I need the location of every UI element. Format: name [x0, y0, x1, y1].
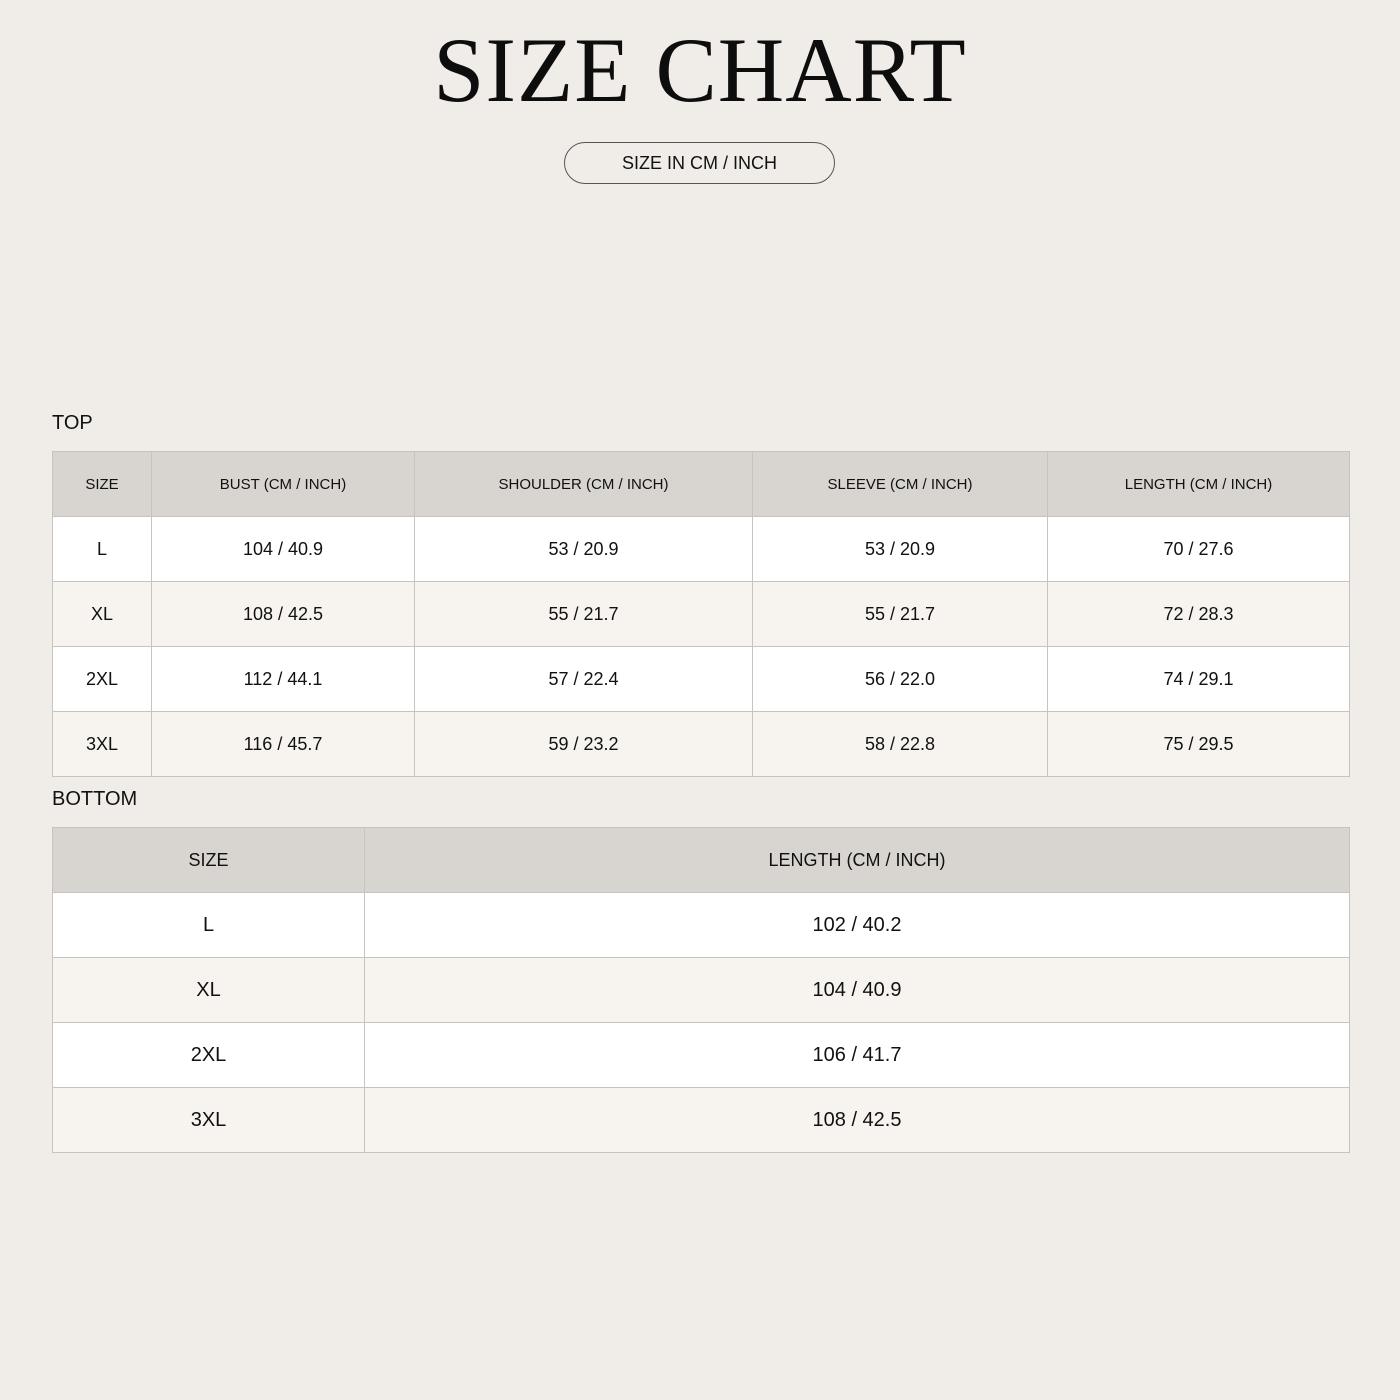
header-cell: SIZE — [53, 452, 152, 517]
table-cell: 104 / 40.9 — [365, 958, 1350, 1023]
table-row — [53, 517, 1350, 582]
header-cell: LENGTH (CM / INCH) — [365, 828, 1350, 893]
table-row — [53, 958, 1350, 1023]
table-cell: 116 / 45.7 — [152, 712, 415, 777]
table-cell: 112 / 44.1 — [152, 647, 415, 712]
table-cell: 106 / 41.7 — [365, 1023, 1350, 1088]
table-cell: 57 / 22.4 — [415, 647, 753, 712]
table-cell: XL — [53, 582, 152, 647]
table-cell: 70 / 27.6 — [1048, 517, 1350, 582]
table-cell: 108 / 42.5 — [365, 1088, 1350, 1153]
table-cell: 53 / 20.9 — [753, 517, 1048, 582]
header-cell: LENGTH (CM / INCH) — [1048, 452, 1350, 517]
table-cell: 108 / 42.5 — [152, 582, 415, 647]
table-cell: 2XL — [53, 1023, 365, 1088]
table-cell: XL — [53, 958, 365, 1023]
unit-pill: SIZE IN CM / INCH — [564, 142, 835, 184]
page-title: SIZE CHART — [433, 19, 967, 121]
header-cell: SHOULDER (CM / INCH) — [415, 452, 753, 517]
table-row — [53, 1023, 1350, 1088]
table-cell: 55 / 21.7 — [415, 582, 753, 647]
bottom-size-table — [52, 827, 1350, 1153]
table-cell: 58 / 22.8 — [753, 712, 1048, 777]
table-cell: 75 / 29.5 — [1048, 712, 1350, 777]
header-cell: SIZE — [53, 828, 365, 893]
table-row — [53, 1088, 1350, 1153]
table-cell: 59 / 23.2 — [415, 712, 753, 777]
header-cell: SLEEVE (CM / INCH) — [753, 452, 1048, 517]
table-cell: L — [53, 517, 152, 582]
table-cell: 74 / 29.1 — [1048, 647, 1350, 712]
table-cell: 102 / 40.2 — [365, 893, 1350, 958]
table-cell: L — [53, 893, 365, 958]
table-cell: 3XL — [53, 712, 152, 777]
table-row — [53, 582, 1350, 647]
top-size-table — [52, 451, 1350, 777]
table-header-row — [53, 452, 1350, 517]
table-cell: 2XL — [53, 647, 152, 712]
header-cell: BUST (CM / INCH) — [152, 452, 415, 517]
table-cell: 72 / 28.3 — [1048, 582, 1350, 647]
table-row — [53, 893, 1350, 958]
table-cell: 53 / 20.9 — [415, 517, 753, 582]
table-cell: 56 / 22.0 — [753, 647, 1048, 712]
top-section-label: TOP — [52, 412, 93, 434]
table-row — [53, 712, 1350, 777]
bottom-section-label: BOTTOM — [52, 788, 138, 810]
table-header-row — [53, 828, 1350, 893]
table-cell: 55 / 21.7 — [753, 582, 1048, 647]
table-cell: 3XL — [53, 1088, 365, 1153]
table-cell: 104 / 40.9 — [152, 517, 415, 582]
table-row — [53, 647, 1350, 712]
